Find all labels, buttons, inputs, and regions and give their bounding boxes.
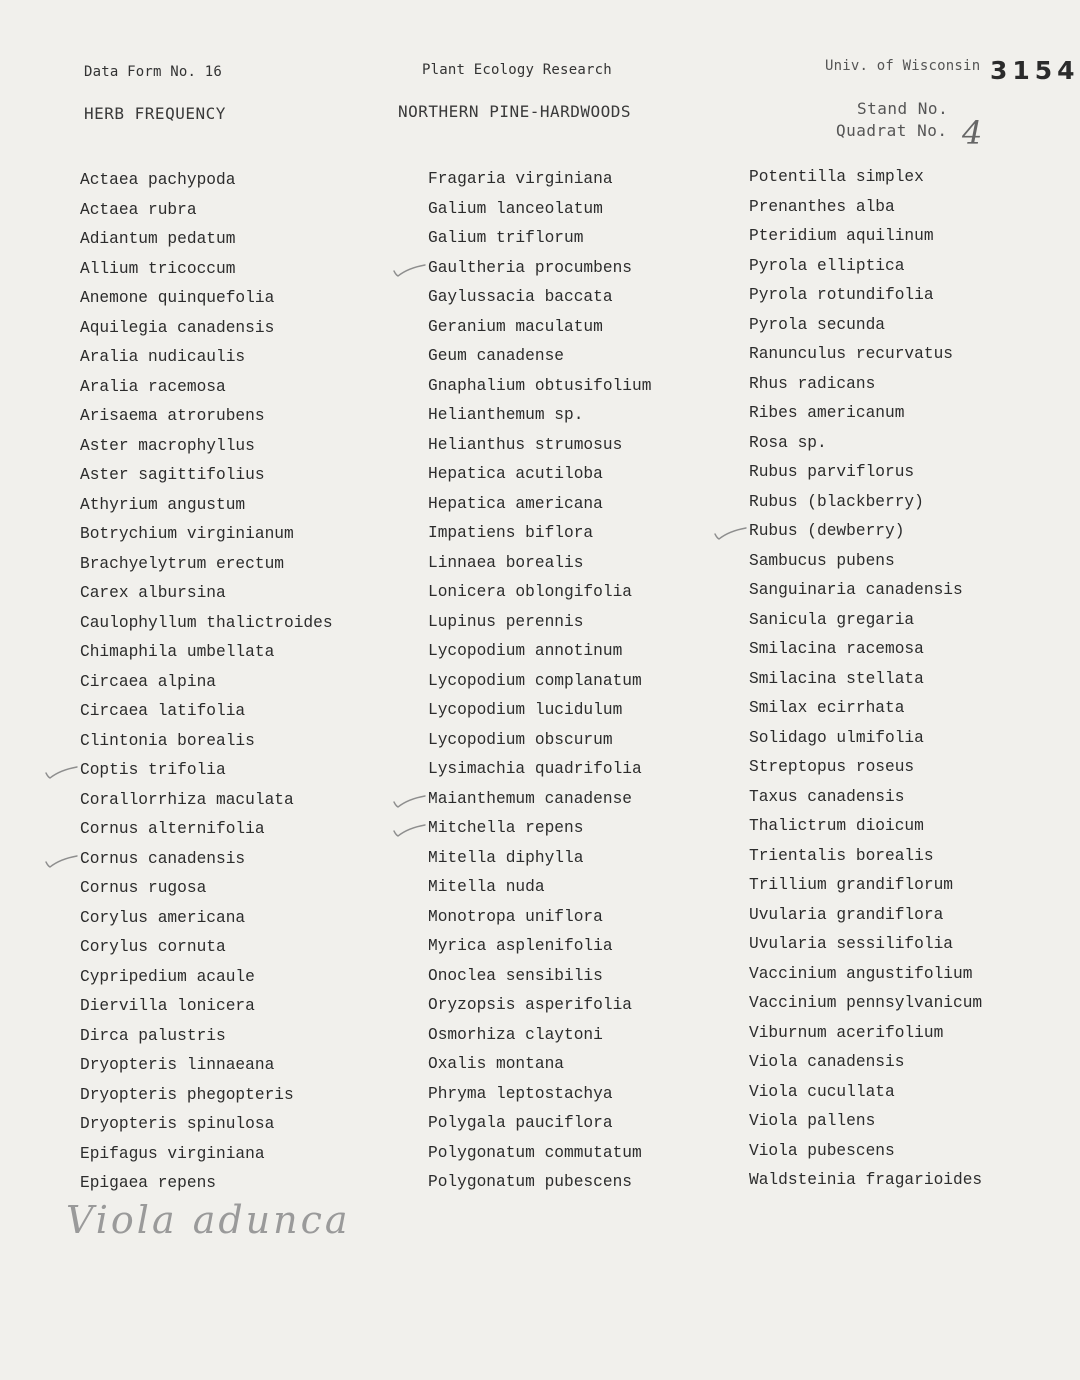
species-item <box>80 255 333 285</box>
species-item <box>428 1050 651 1080</box>
species-item <box>749 547 982 577</box>
species-item <box>80 933 333 963</box>
species-name: Geranium maculatum <box>428 317 603 336</box>
species-name: Rubus (blackberry) <box>749 492 924 511</box>
species-item <box>428 195 651 225</box>
species-item <box>749 665 982 695</box>
species-name: Viola canadensis <box>749 1053 905 1071</box>
species-name: Clintonia borealis <box>80 731 255 750</box>
species-item <box>749 694 982 724</box>
species-name: Rosa sp. <box>749 433 827 452</box>
species-item <box>80 314 333 344</box>
species-name: Smilacina stellata <box>749 669 924 688</box>
species-name: Aquilegia canadensis <box>80 318 275 337</box>
species-name: Sanicula gregaria <box>749 610 915 629</box>
species-item <box>80 196 333 226</box>
species-name: Pyrola rotundifolia <box>749 286 934 304</box>
species-item <box>428 431 651 461</box>
species-item <box>80 1081 333 1111</box>
species-item <box>749 871 982 901</box>
species-name: Smilax ecirrhata <box>749 699 905 717</box>
pencil-check-icon <box>392 795 426 809</box>
species-name: Mitchella repens <box>428 819 584 837</box>
species-column-3 <box>749 163 982 1196</box>
species-item <box>749 930 982 960</box>
species-name: Geum canadense <box>428 347 564 365</box>
species-name: Viola cucullata <box>749 1082 895 1101</box>
species-item <box>80 756 333 786</box>
species-item <box>749 281 982 311</box>
species-column-1 <box>80 166 333 1199</box>
species-name: Linnaea borealis <box>428 553 584 572</box>
stand-label: Stand No. <box>857 99 949 118</box>
species-item <box>428 254 651 284</box>
community-title: NORTHERN PINE-HARDWOODS <box>398 102 632 121</box>
species-name: Pyrola elliptica <box>749 256 905 275</box>
pencil-check-icon <box>713 527 747 541</box>
species-name: Circaea alpina <box>80 672 216 691</box>
species-item <box>428 342 651 372</box>
species-name: Thalictrum dioicum <box>749 817 924 835</box>
species-name: Caulophyllum thalictroides <box>80 613 333 632</box>
species-item <box>428 1080 651 1110</box>
species-name: Actaea pachypoda <box>80 171 236 189</box>
pencil-check-icon <box>44 766 78 780</box>
species-item <box>428 578 651 608</box>
species-item <box>428 224 651 254</box>
species-item <box>80 520 333 550</box>
species-item <box>80 786 333 816</box>
species-name: Ranunculus recurvatus <box>749 345 953 363</box>
species-name: Fragaria virginiana <box>428 170 613 188</box>
species-name: Corylus cornuta <box>80 938 226 956</box>
species-item <box>749 370 982 400</box>
species-item <box>80 1051 333 1081</box>
species-name: Waldsteinia fragarioides <box>749 1171 983 1189</box>
species-name: Polygala pauciflora <box>428 1114 613 1132</box>
species-name: Oxalis montana <box>428 1055 564 1073</box>
species-item <box>80 638 333 668</box>
species-name: Onoclea sensibilis <box>428 966 603 985</box>
species-item <box>749 753 982 783</box>
species-item <box>80 491 333 521</box>
species-name: Viola pallens <box>749 1112 876 1130</box>
species-name: Aralia nudicaulis <box>80 348 246 366</box>
species-item <box>749 724 982 754</box>
species-name: Lysimachia quadrifolia <box>428 760 642 778</box>
species-name: Epifagus virginiana <box>80 1144 265 1163</box>
institution: Univ. of Wisconsin <box>825 58 981 74</box>
species-item <box>749 222 982 252</box>
species-item <box>749 252 982 282</box>
species-item <box>749 960 982 990</box>
species-name: Vaccinium angustifolium <box>749 964 973 983</box>
species-name: Lycopodium lucidulum <box>428 701 623 719</box>
species-item <box>428 490 651 520</box>
species-item <box>428 401 651 431</box>
species-item <box>749 812 982 842</box>
species-item <box>428 755 651 785</box>
species-name: Sanguinaria canadensis <box>749 581 963 599</box>
species-item <box>428 903 651 933</box>
species-item <box>80 697 333 727</box>
species-item <box>80 668 333 698</box>
species-name: Galium triflorum <box>428 229 584 247</box>
species-name: Carex albursina <box>80 584 226 602</box>
pencil-check-icon <box>392 264 426 278</box>
species-item <box>428 608 651 638</box>
species-name: Cornus rugosa <box>80 879 207 897</box>
species-name: Uvularia grandiflora <box>749 905 944 924</box>
species-item <box>80 166 333 196</box>
species-name: Rubus (dewberry) <box>749 522 905 540</box>
species-item <box>80 225 333 255</box>
species-name: Gaultheria procumbens <box>428 258 632 277</box>
species-item <box>80 284 333 314</box>
species-name: Diervilla lonicera <box>80 997 255 1015</box>
species-name: Corallorrhiza maculata <box>80 790 294 809</box>
species-name: Gaylussacia baccata <box>428 288 613 306</box>
species-item <box>428 1168 651 1198</box>
species-column-2 <box>428 165 651 1198</box>
species-name: Myrica asplenifolia <box>428 937 613 955</box>
species-item <box>80 815 333 845</box>
species-name: Botrychium virginianum <box>80 525 294 543</box>
species-name: Lonicera oblongifolia <box>428 583 632 601</box>
species-item <box>80 1169 333 1199</box>
species-name: Coptis trifolia <box>80 761 226 779</box>
species-name: Aster macrophyllus <box>80 436 255 455</box>
species-item <box>749 1019 982 1049</box>
species-name: Brachyelytrum erectum <box>80 554 284 573</box>
species-name: Sambucus pubens <box>749 551 895 570</box>
species-name: Helianthus strumosus <box>428 435 623 454</box>
species-name: Potentilla simplex <box>749 168 924 186</box>
species-name: Osmorhiza claytoni <box>428 1025 603 1044</box>
species-item <box>80 609 333 639</box>
species-item <box>428 991 651 1021</box>
species-name: Aralia racemosa <box>80 377 226 396</box>
species-name: Lycopodium complanatum <box>428 671 642 690</box>
species-name: Lycopodium annotinum <box>428 642 623 660</box>
species-name: Aster sagittifolius <box>80 466 265 484</box>
species-name: Lycopodium obscurum <box>428 730 613 749</box>
species-name: Rhus radicans <box>749 374 876 393</box>
research-title: Plant Ecology Research <box>422 62 612 78</box>
species-item <box>749 989 982 1019</box>
species-name: Cornus alternifolia <box>80 820 265 838</box>
species-item <box>80 550 333 580</box>
species-item <box>749 1107 982 1137</box>
species-item <box>749 606 982 636</box>
species-name: Ribes americanum <box>749 404 905 422</box>
species-item <box>749 1166 982 1196</box>
species-name: Allium tricoccum <box>80 259 236 278</box>
species-item <box>749 1137 982 1167</box>
species-item <box>428 1109 651 1139</box>
species-name: Polygonatum pubescens <box>428 1173 632 1191</box>
species-item <box>749 576 982 606</box>
species-item <box>428 460 651 490</box>
species-item <box>80 432 333 462</box>
species-item <box>749 1048 982 1078</box>
species-item <box>749 311 982 341</box>
species-name: Cornus canadensis <box>80 849 246 868</box>
species-name: Pteridium aquilinum <box>749 227 934 245</box>
species-name: Uvularia sessilifolia <box>749 935 953 953</box>
species-item <box>428 165 651 195</box>
species-item <box>749 783 982 813</box>
species-name: Oryzopsis asperifolia <box>428 996 632 1014</box>
species-name: Viola pubescens <box>749 1141 895 1160</box>
species-name: Galium lanceolatum <box>428 199 603 218</box>
species-item <box>749 635 982 665</box>
pencil-check-icon <box>44 855 78 869</box>
species-item <box>80 1022 333 1052</box>
species-item <box>749 458 982 488</box>
species-name: Dryopteris linnaeana <box>80 1056 275 1074</box>
species-item <box>80 845 333 875</box>
species-item <box>749 901 982 931</box>
species-name: Maianthemum canadense <box>428 789 632 808</box>
species-name: Pyrola secunda <box>749 315 885 334</box>
species-item <box>428 696 651 726</box>
species-item <box>80 1140 333 1170</box>
species-item <box>428 1139 651 1169</box>
species-item <box>749 429 982 459</box>
species-item <box>80 373 333 403</box>
species-name: Mitella nuda <box>428 878 545 896</box>
species-item <box>428 844 651 874</box>
species-item <box>80 343 333 373</box>
handwritten-species-note: Viola adunca <box>66 1198 351 1242</box>
pencil-check-icon <box>392 824 426 838</box>
species-name: Mitella diphylla <box>428 848 584 867</box>
quadrat-label: Quadrat No. <box>836 121 948 140</box>
form-type: HERB FREQUENCY <box>84 104 226 123</box>
species-item <box>80 904 333 934</box>
species-name: Gnaphalium obtusifolium <box>428 376 652 395</box>
species-name: Solidago ulmifolia <box>749 728 924 747</box>
species-name: Actaea rubra <box>80 200 197 219</box>
species-name: Anemone quinquefolia <box>80 289 275 307</box>
species-item <box>749 340 982 370</box>
species-name: Dryopteris spinulosa <box>80 1115 275 1133</box>
species-item <box>80 461 333 491</box>
species-name: Smilacina racemosa <box>749 640 924 658</box>
species-item <box>80 727 333 757</box>
species-name: Monotropa uniflora <box>428 907 603 926</box>
species-item <box>80 1110 333 1140</box>
species-item <box>749 193 982 223</box>
species-item <box>428 1021 651 1051</box>
species-item <box>428 785 651 815</box>
species-name: Trientalis borealis <box>749 846 934 865</box>
species-name: Trillium grandiflorum <box>749 876 953 894</box>
species-name: Athyrium angustum <box>80 495 246 514</box>
species-item <box>428 313 651 343</box>
species-item <box>80 402 333 432</box>
species-item <box>428 726 651 756</box>
species-item <box>749 399 982 429</box>
species-item <box>80 579 333 609</box>
species-item <box>80 874 333 904</box>
species-item <box>428 283 651 313</box>
species-name: Dryopteris phegopteris <box>80 1085 294 1104</box>
species-name: Taxus canadensis <box>749 787 905 806</box>
species-item <box>749 163 982 193</box>
species-name: Corylus americana <box>80 908 246 927</box>
species-name: Hepatica americana <box>428 494 603 513</box>
species-item <box>428 962 651 992</box>
species-name: Arisaema atrorubens <box>80 407 265 425</box>
species-name: Phryma leptostachya <box>428 1084 613 1103</box>
species-item <box>428 932 651 962</box>
species-name: Lupinus perennis <box>428 612 584 631</box>
species-name: Viburnum acerifolium <box>749 1023 944 1042</box>
species-item <box>428 372 651 402</box>
species-name: Cypripedium acaule <box>80 967 255 986</box>
species-item <box>749 1078 982 1108</box>
species-name: Epigaea repens <box>80 1174 216 1192</box>
species-item <box>80 963 333 993</box>
species-item <box>428 873 651 903</box>
species-name: Prenanthes alba <box>749 197 895 216</box>
species-name: Streptopus roseus <box>749 758 915 776</box>
species-item <box>749 517 982 547</box>
species-name: Polygonatum commutatum <box>428 1143 642 1162</box>
species-item <box>428 519 651 549</box>
species-name: Dirca palustris <box>80 1026 226 1045</box>
species-item <box>428 814 651 844</box>
species-name: Helianthemum sp. <box>428 406 584 424</box>
species-name: Hepatica acutiloba <box>428 465 603 483</box>
species-item <box>749 842 982 872</box>
species-item <box>428 667 651 697</box>
species-name: Circaea latifolia <box>80 702 246 720</box>
form-number: Data Form No. 16 <box>84 64 223 80</box>
species-item <box>428 549 651 579</box>
species-name: Rubus parviflorus <box>749 463 915 481</box>
sheet-number: 3154 <box>990 56 1080 85</box>
species-item <box>749 488 982 518</box>
species-name: Adiantum pedatum <box>80 230 236 248</box>
species-name: Chimaphila umbellata <box>80 643 275 661</box>
species-name: Vaccinium pennsylvanicum <box>749 994 983 1012</box>
species-name: Impatiens biflora <box>428 524 594 542</box>
quadrat-number-handwritten: 4 <box>962 114 983 152</box>
species-item <box>428 637 651 667</box>
species-item <box>80 992 333 1022</box>
